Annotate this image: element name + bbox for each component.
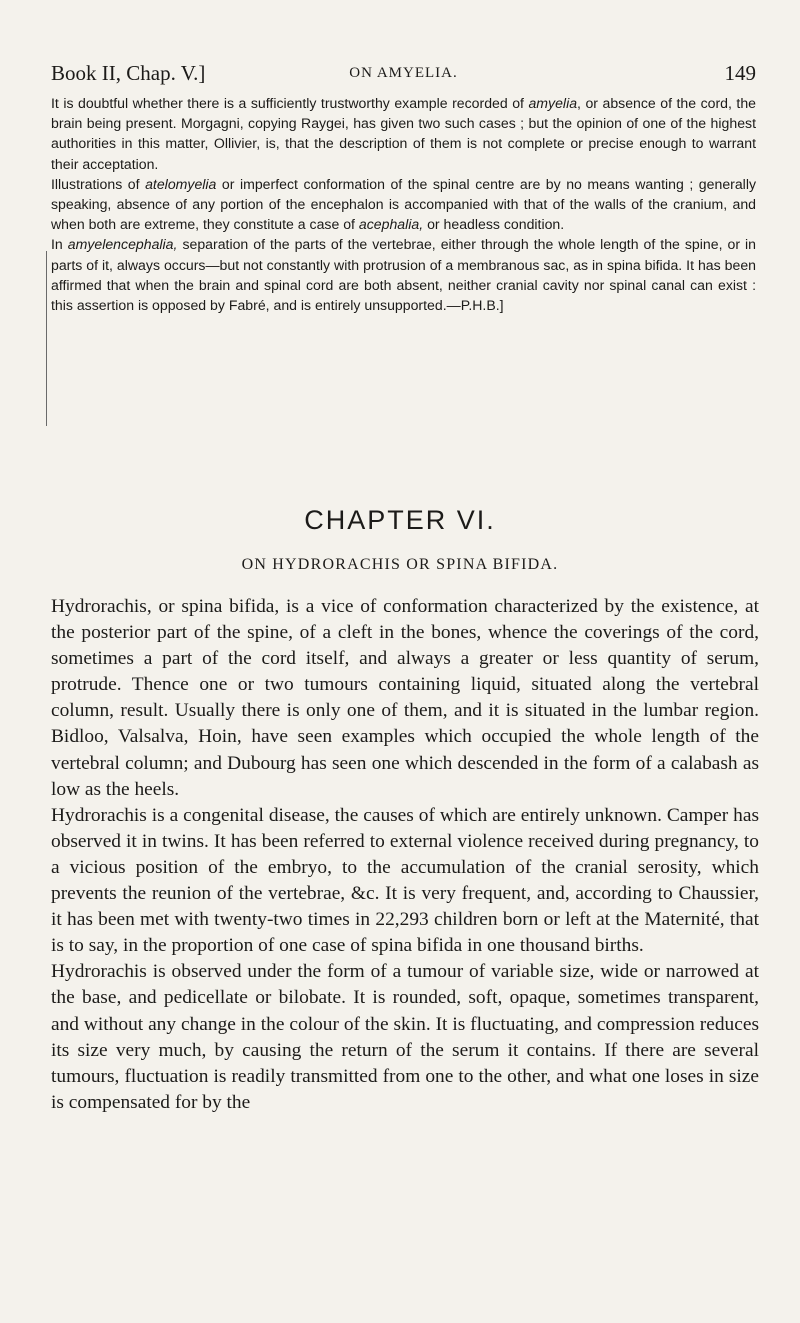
note-text: , or absence of the cord, the brain being present. Morgagni, copying Raygei, has given two such cases ; but the opinion of one of the highest authorities in this matter, Ollivier, is, that the description of them is not complete or precise enough to warrant their acceptation. — [51, 95, 757, 172]
body-paragraph-2: Hydrorachis is a congenital disease, the causes of which are entirely unknown. Camper has observed it in twins. It has been referred to external violence received during pregnancy, to a vicious position of the embryo, to the accumulation of the cranial serosity, which prevents the reunion of the vertebrae, &c. It is very frequent, and, according to Chaussier, it has been met with twenty-two times in 22,293 children born or left at the Maternité, that is to say, in the proportion of one case of spina bifida in one thousand births. — [51, 804, 759, 957]
running-head — [51, 58, 756, 88]
note-text: or headless condition. — [423, 216, 565, 233]
italic-term: atelomyelia — [145, 175, 217, 192]
note-text: Illustrations of — [51, 175, 146, 192]
chapter-title: CHAPTER VI. — [304, 505, 496, 535]
editorial-note — [51, 93, 756, 315]
chapter-body — [51, 594, 759, 1116]
body-paragraph-1: Hydrorachis, or spina bifida, is a vice of conformation characterized by the existence, at the posterior part of the spine, of a cleft in the bones, whence the coverings of the cord, sometimes a part of the cord itself, and always a greater or less quantity of serum, protrude. Thence one or two tumours containing liquid, situated along the vertebral column, result. Usually there is only one of them, and it is situated in the lumbar region. Bidloo, Valsalva, Hoin, have seen examples which occupied the whole length of the vertebral column; and Dubourg has seen one which descended in the form of a calabash as low as the heels. — [51, 596, 759, 800]
note-text: It is doubtful whether there is a sufficiently trustworthy example recorded of — [51, 95, 529, 111]
running-head-left: Book II, Chap. V.] — [51, 61, 206, 85]
note-paragraph-2 — [51, 174, 756, 235]
note-paragraph-1 — [51, 93, 756, 174]
chapter-subtitle: ON HYDRORACHIS OR SPINA BIFIDA. — [241, 556, 559, 573]
italic-term: amyelencephalia, — [67, 236, 178, 253]
note-text: In — [51, 236, 68, 253]
note-paragraph-3 — [51, 234, 756, 315]
note-text: or imperfect conformation of the spinal centre are by no means wanting ; generally speaking, absence of any portion of the encephalon is accompanied with that of the walls of the cranium, and when both are extreme, they constitute a case of — [51, 175, 756, 233]
italic-term: acephalia, — [358, 216, 424, 233]
note-text: separation of the parts of the vertebrae, either through the whole length of the spine, or in parts of it, always occurs—but not constantly with protrusion of a membranous sac, as in spina bifida. It has been affirmed that when the brain and spinal cord are both absent, neither cranial cavity nor spinal canal can exist : this assertion is opposed by Fabré, and is entirely unsupported.—P.H.B.] — [51, 236, 756, 314]
page-number: 149 — [724, 61, 756, 85]
body-paragraph-3: Hydrorachis is observed under the form of a tumour of variable size, wide or narrowed at the base, and pedicellate or bilobate. It is rounded, soft, opaque, sometimes transparent, and without any change in the colour of the skin. It is fluctuating, and compression reduces its size very much, by causing the return of the serum it contains. If there are several tumours, fluctuation is readily transmitted from one to the other, and what one loses in size is compensated for by the — [51, 961, 759, 1113]
italic-term: amyelia — [528, 95, 578, 111]
running-head-title: ON AMYELIA. — [349, 65, 458, 81]
margin-rule — [46, 251, 47, 426]
